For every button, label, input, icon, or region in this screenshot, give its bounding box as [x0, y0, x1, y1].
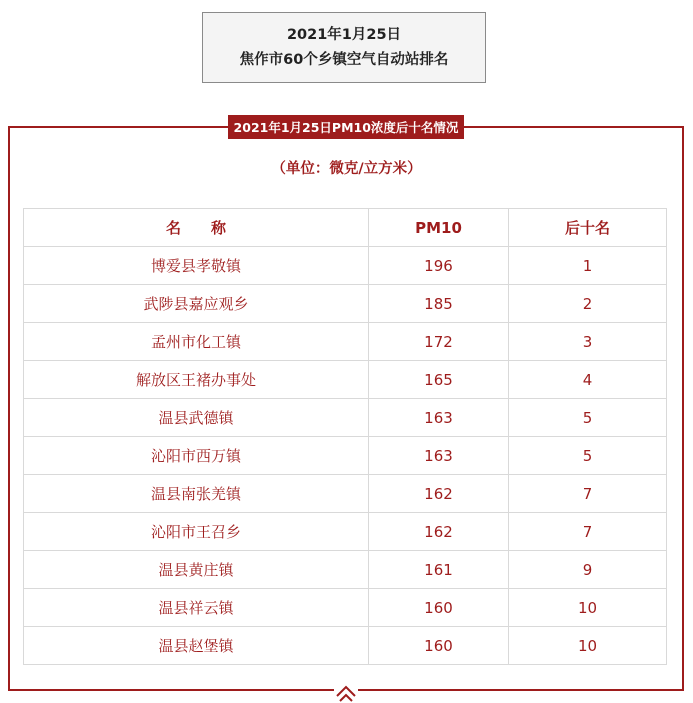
header-rank: 后十名	[509, 209, 667, 247]
cell-rank: 7	[509, 475, 667, 513]
cell-pm10: 160	[369, 627, 509, 665]
cell-name: 温县赵堡镇	[24, 627, 369, 665]
table-row	[24, 475, 667, 513]
ranking-table	[23, 208, 667, 665]
cell-pm10: 162	[369, 475, 509, 513]
cell-name: 温县黄庄镇	[24, 551, 369, 589]
cell-pm10: 163	[369, 437, 509, 475]
table-header-row	[24, 209, 667, 247]
cell-pm10: 163	[369, 399, 509, 437]
cell-pm10: 160	[369, 589, 509, 627]
header-title: 焦作市60个乡镇空气自动站排名	[239, 51, 449, 68]
section-banner: 2021年1月25日PM10浓度后十名情况	[228, 115, 464, 139]
table-row	[24, 589, 667, 627]
cell-name: 沁阳市王召乡	[24, 513, 369, 551]
table-row	[24, 361, 667, 399]
cell-rank: 10	[509, 627, 667, 665]
table-row	[24, 323, 667, 361]
table-row	[24, 247, 667, 285]
cell-name: 博爱县孝敬镇	[24, 247, 369, 285]
table-row	[24, 437, 667, 475]
cell-rank: 7	[509, 513, 667, 551]
cell-rank: 3	[509, 323, 667, 361]
cell-rank: 1	[509, 247, 667, 285]
cell-rank: 10	[509, 589, 667, 627]
cell-name: 温县南张羌镇	[24, 475, 369, 513]
cell-name: 武陟县嘉应观乡	[24, 285, 369, 323]
cell-pm10: 172	[369, 323, 509, 361]
cell-pm10: 162	[369, 513, 509, 551]
chevron-up-icon	[334, 682, 358, 703]
cell-name: 孟州市化工镇	[24, 323, 369, 361]
cell-name: 温县祥云镇	[24, 589, 369, 627]
header-pm10: PM10	[369, 209, 509, 247]
table-row	[24, 551, 667, 589]
table-row	[24, 513, 667, 551]
unit-label: （单位：微克/立方米）	[271, 161, 422, 177]
cell-name: 沁阳市西万镇	[24, 437, 369, 475]
table-row	[24, 399, 667, 437]
cell-rank: 5	[509, 399, 667, 437]
cell-name: 解放区王褚办事处	[24, 361, 369, 399]
header-title-box	[202, 12, 486, 83]
table-row	[24, 285, 667, 323]
cell-rank: 2	[509, 285, 667, 323]
cell-pm10: 185	[369, 285, 509, 323]
cell-rank: 4	[509, 361, 667, 399]
header-date: 2021年1月25日	[286, 26, 402, 43]
cell-name: 温县武德镇	[24, 399, 369, 437]
header-name: 名 称	[24, 209, 369, 247]
cell-pm10: 165	[369, 361, 509, 399]
cell-rank: 9	[509, 551, 667, 589]
table-row	[24, 627, 667, 665]
cell-pm10: 161	[369, 551, 509, 589]
cell-pm10: 196	[369, 247, 509, 285]
cell-rank: 5	[509, 437, 667, 475]
